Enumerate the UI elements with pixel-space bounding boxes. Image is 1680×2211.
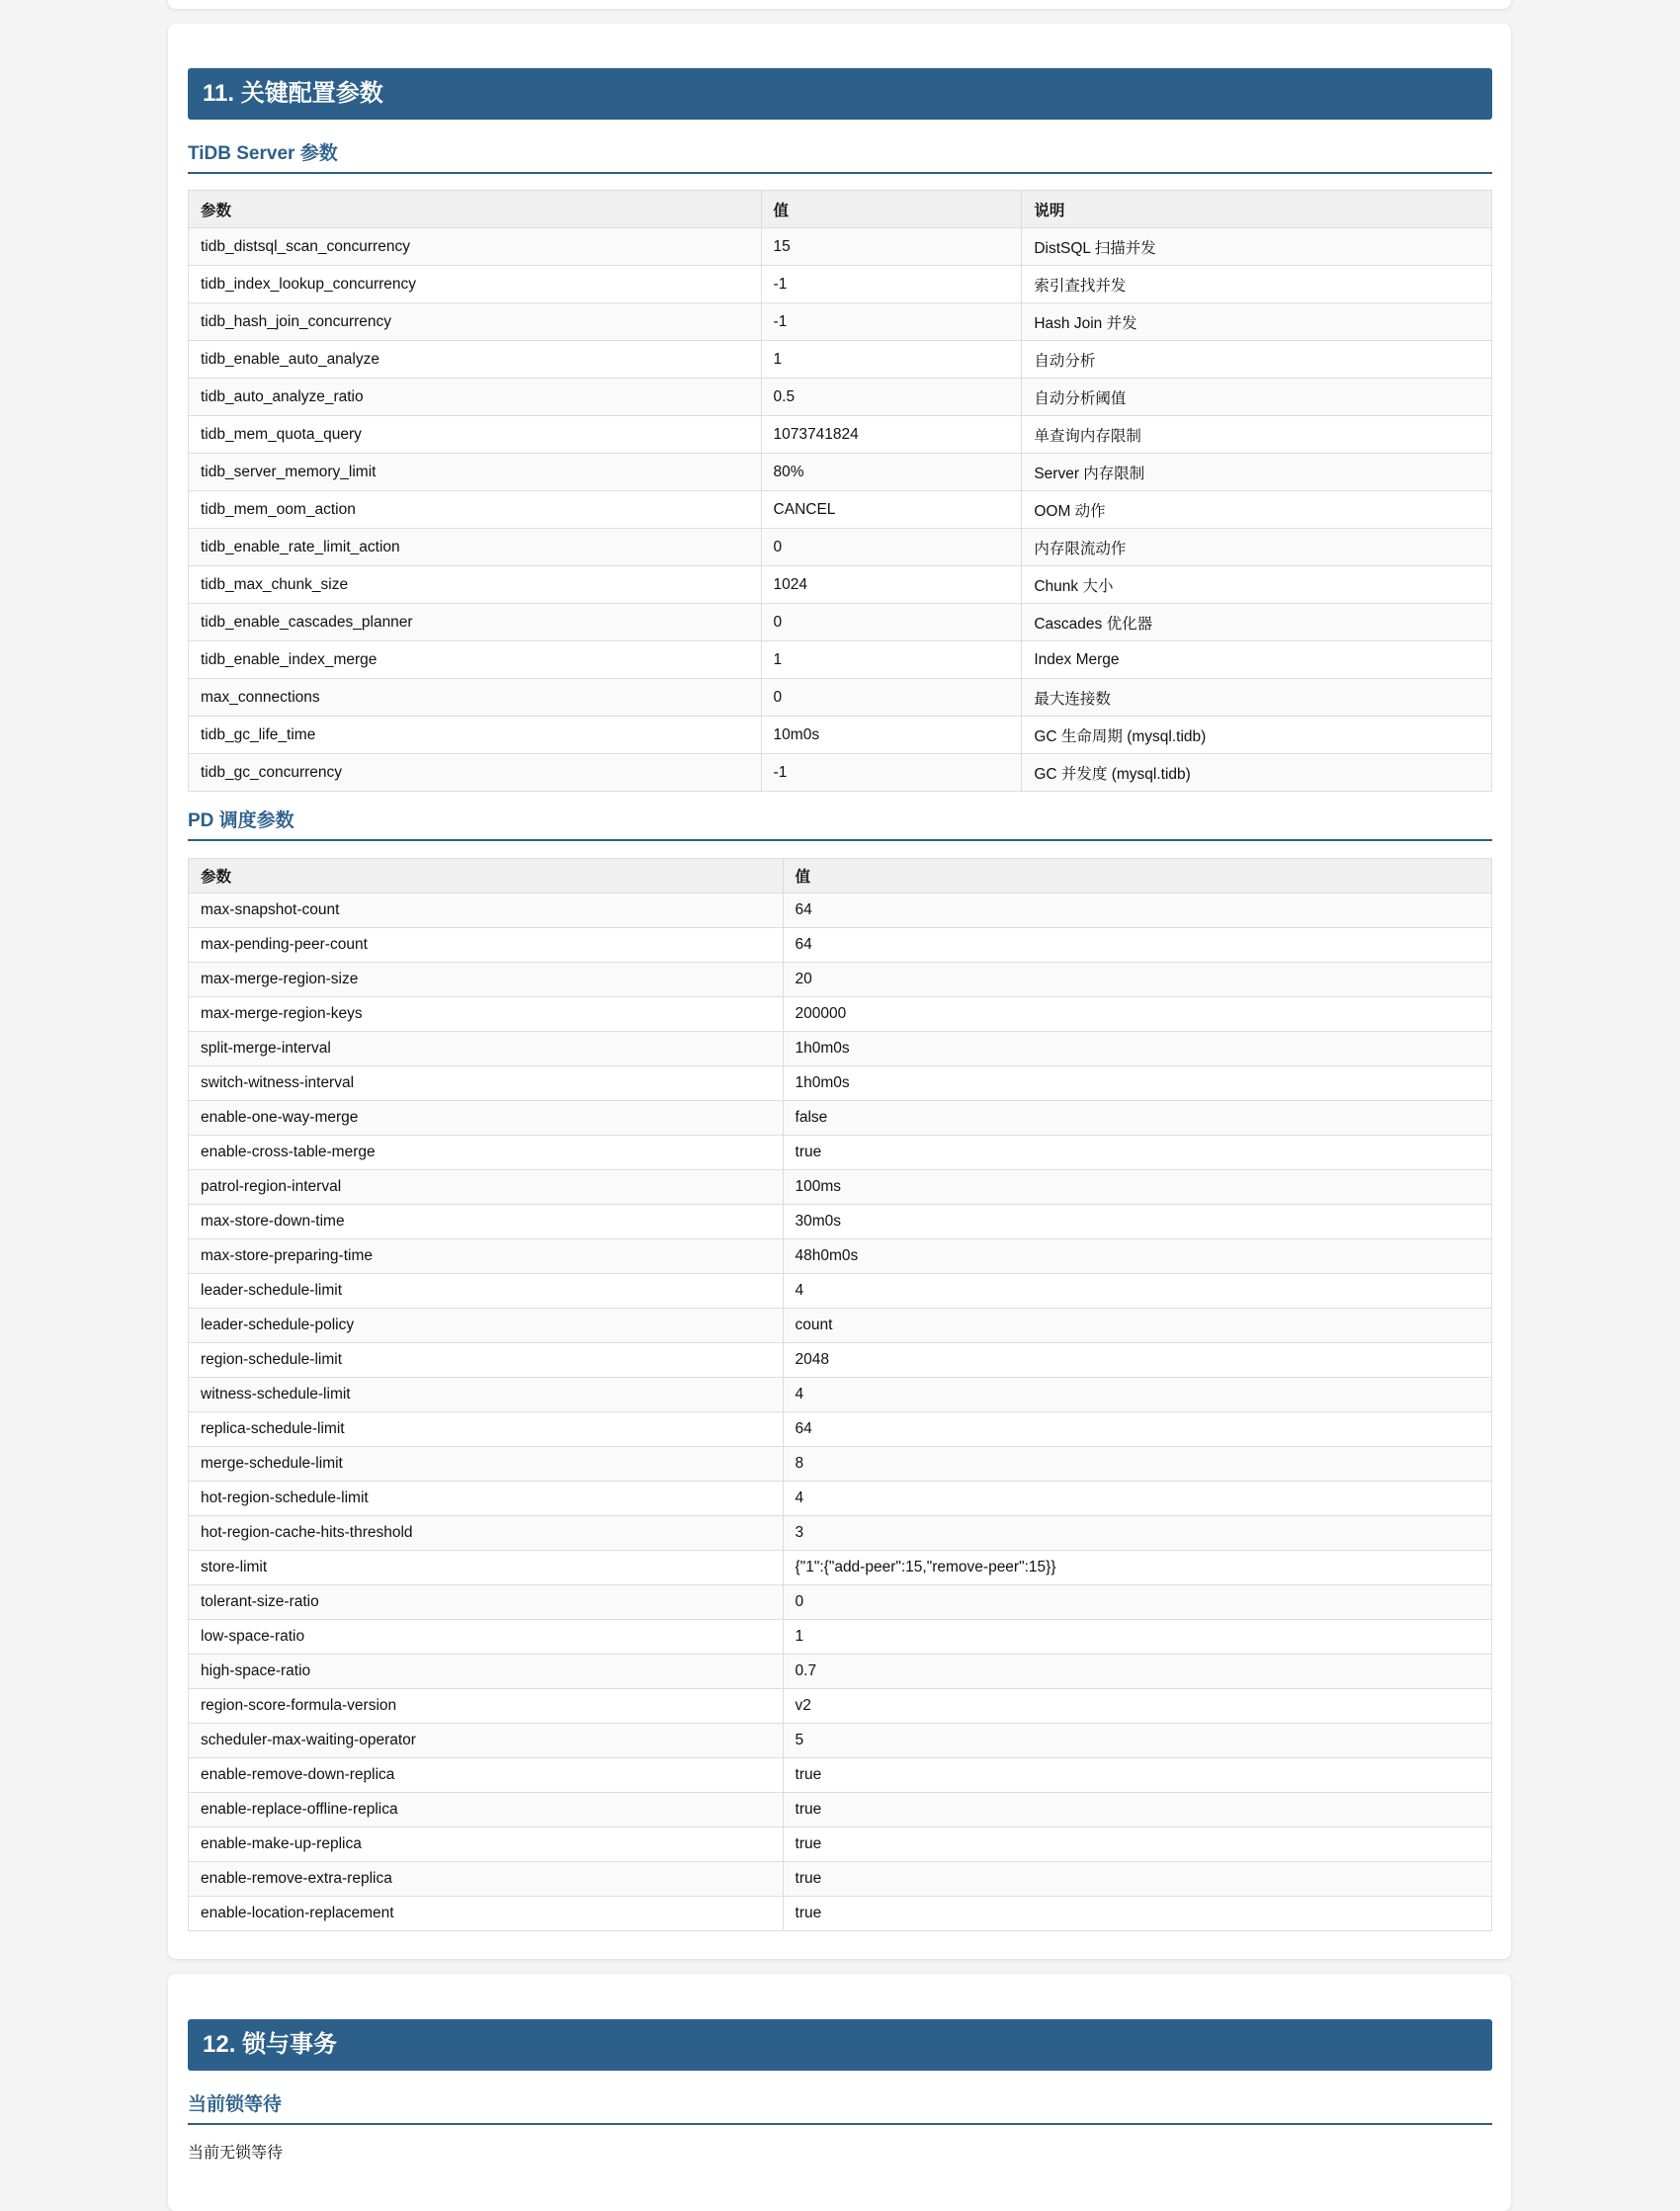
table-row [189,529,1492,566]
param-value-cell: -1 [761,303,1022,341]
param-name-cell: tidb_enable_cascades_planner [189,604,762,641]
param-value-cell: 4 [783,1378,1491,1412]
param-name-cell: replica-schedule-limit [189,1412,784,1447]
param-description-cell: 自动分析阈值 [1022,379,1492,416]
table-row [189,1066,1492,1101]
section-title: 12. 锁与事务 [188,2019,1492,2071]
param-description-cell: GC 生命周期 (mysql.tidb) [1022,717,1492,754]
param-description-cell: 单查询内存限制 [1022,416,1492,454]
param-name-cell: enable-make-up-replica [189,1828,784,1862]
param-name-cell: max_connections [189,679,762,717]
table-row [189,963,1492,997]
param-value-cell: 1h0m0s [783,1032,1491,1066]
table-row [189,454,1492,491]
param-name-cell: region-score-formula-version [189,1689,784,1724]
column-header-param: 参数 [189,191,762,228]
param-value-cell: 20 [783,963,1491,997]
column-header-description: 说明 [1022,191,1492,228]
param-name-cell: tidb_gc_life_time [189,717,762,754]
table-row [189,1274,1492,1309]
param-value-cell: 1h0m0s [783,1066,1491,1101]
param-value-cell: count [783,1309,1491,1343]
table-row [189,1032,1492,1066]
param-name-cell: low-space-ratio [189,1620,784,1655]
pd-params-table [188,858,1492,1931]
param-name-cell: tidb_max_chunk_size [189,566,762,604]
table-row [189,566,1492,604]
param-name-cell: split-merge-interval [189,1032,784,1066]
param-name-cell: tidb_distsql_scan_concurrency [189,228,762,266]
param-value-cell: 15 [761,228,1022,266]
param-description-cell: Hash Join 并发 [1022,303,1492,341]
param-name-cell: max-merge-region-keys [189,997,784,1032]
param-value-cell: 100ms [783,1170,1491,1205]
table-row [189,491,1492,529]
table-row [189,1620,1492,1655]
table-row [189,1862,1492,1897]
param-value-cell: 48h0m0s [783,1239,1491,1274]
param-value-cell: 10m0s [761,717,1022,754]
param-value-cell: 80% [761,454,1022,491]
param-name-cell: scheduler-max-waiting-operator [189,1724,784,1758]
param-name-cell: leader-schedule-limit [189,1274,784,1309]
table-row [189,1343,1492,1378]
param-name-cell: tidb_mem_oom_action [189,491,762,529]
param-value-cell: -1 [761,266,1022,303]
table-row [189,928,1492,963]
section-title: 11. 关键配置参数 [188,68,1492,120]
table-row [189,1516,1492,1551]
tidb-params-table [188,190,1492,792]
param-value-cell: 0 [761,679,1022,717]
table-row [189,717,1492,754]
table-row [189,416,1492,454]
param-name-cell: hot-region-cache-hits-threshold [189,1516,784,1551]
param-name-cell: high-space-ratio [189,1655,784,1689]
table-row [189,341,1492,379]
param-description-cell: OOM 动作 [1022,491,1492,529]
param-name-cell: enable-remove-extra-replica [189,1862,784,1897]
param-name-cell: enable-location-replacement [189,1897,784,1931]
table-row [189,1482,1492,1516]
table-row [189,1205,1492,1239]
param-description-cell: DistSQL 扫描并发 [1022,228,1492,266]
param-value-cell: 0 [761,529,1022,566]
previous-section-card [168,0,1511,9]
param-name-cell: tidb_server_memory_limit [189,454,762,491]
param-name-cell: max-pending-peer-count [189,928,784,963]
param-value-cell: 0 [783,1585,1491,1620]
param-value-cell: 200000 [783,997,1491,1032]
param-name-cell: merge-schedule-limit [189,1447,784,1482]
table-row [189,379,1492,416]
param-value-cell: false [783,1101,1491,1136]
param-name-cell: witness-schedule-limit [189,1378,784,1412]
param-value-cell: 1 [783,1620,1491,1655]
table-row [189,1378,1492,1412]
param-name-cell: tidb_enable_auto_analyze [189,341,762,379]
param-value-cell: 64 [783,893,1491,928]
param-description-cell: Cascades 优化器 [1022,604,1492,641]
param-value-cell: 1024 [761,566,1022,604]
param-name-cell: max-snapshot-count [189,893,784,928]
param-value-cell: 2048 [783,1343,1491,1378]
table-row [189,641,1492,679]
section-key-config [168,24,1511,1959]
param-value-cell: 64 [783,1412,1491,1447]
param-value-cell: 4 [783,1274,1491,1309]
table-row [189,1309,1492,1343]
lock-wait-status: 当前无锁等待 [188,2145,284,2162]
table-row [189,1412,1492,1447]
param-value-cell: 5 [783,1724,1491,1758]
param-value-cell: 64 [783,928,1491,963]
param-name-cell: max-merge-region-size [189,963,784,997]
param-value-cell: 0.7 [783,1655,1491,1689]
table-row [189,228,1492,266]
param-value-cell: 1 [761,341,1022,379]
param-name-cell: leader-schedule-policy [189,1309,784,1343]
column-header-param: 参数 [189,859,784,893]
table-row [189,1447,1492,1482]
param-name-cell: tidb_enable_rate_limit_action [189,529,762,566]
param-value-cell: true [783,1897,1491,1931]
table-row [189,1689,1492,1724]
param-name-cell: enable-one-way-merge [189,1101,784,1136]
table-row [189,604,1492,641]
lock-wait-title: 当前锁等待 [188,2089,1492,2125]
param-description-cell: 最大连接数 [1022,679,1492,717]
param-description-cell: Index Merge [1022,641,1492,679]
param-name-cell: store-limit [189,1551,784,1585]
param-value-cell: true [783,1758,1491,1793]
column-header-value: 值 [761,191,1022,228]
param-value-cell: true [783,1828,1491,1862]
param-name-cell: tidb_index_lookup_concurrency [189,266,762,303]
param-description-cell: 索引查找并发 [1022,266,1492,303]
param-value-cell: true [783,1793,1491,1828]
param-value-cell: v2 [783,1689,1491,1724]
table-row [189,1170,1492,1205]
table-row [189,997,1492,1032]
param-name-cell: tidb_auto_analyze_ratio [189,379,762,416]
table-row [189,1551,1492,1585]
table-row [189,1239,1492,1274]
param-value-cell: true [783,1862,1491,1897]
table-row [189,1585,1492,1620]
param-description-cell: GC 并发度 (mysql.tidb) [1022,754,1492,792]
table-row [189,266,1492,303]
param-description-cell: Server 内存限制 [1022,454,1492,491]
param-name-cell: max-store-preparing-time [189,1239,784,1274]
param-value-cell: {"1":{"add-peer":15,"remove-peer":15}} [783,1551,1491,1585]
column-header-value: 值 [783,859,1491,893]
param-value-cell: 0 [761,604,1022,641]
table-header-row [189,859,1492,893]
section-locks-transactions [168,1974,1511,2211]
param-value-cell: 4 [783,1482,1491,1516]
table-header-row [189,191,1492,228]
param-name-cell: enable-remove-down-replica [189,1758,784,1793]
param-value-cell: 1 [761,641,1022,679]
table-row [189,1655,1492,1689]
param-name-cell: tidb_enable_index_merge [189,641,762,679]
param-description-cell: Chunk 大小 [1022,566,1492,604]
table-row [189,1828,1492,1862]
param-value-cell: 1073741824 [761,416,1022,454]
table-row [189,1724,1492,1758]
param-name-cell: tidb_hash_join_concurrency [189,303,762,341]
param-value-cell: 3 [783,1516,1491,1551]
table-row [189,1897,1492,1931]
table-row [189,1758,1492,1793]
param-name-cell: tolerant-size-ratio [189,1585,784,1620]
param-name-cell: max-store-down-time [189,1205,784,1239]
param-name-cell: switch-witness-interval [189,1066,784,1101]
param-name-cell: enable-replace-offline-replica [189,1793,784,1828]
param-name-cell: enable-cross-table-merge [189,1136,784,1170]
param-description-cell: 内存限流动作 [1022,529,1492,566]
param-value-cell: 0.5 [761,379,1022,416]
param-value-cell: -1 [761,754,1022,792]
table-row [189,1101,1492,1136]
param-name-cell: hot-region-schedule-limit [189,1482,784,1516]
table-row [189,303,1492,341]
table-row [189,1793,1492,1828]
table-row [189,1136,1492,1170]
tidb-params-title: TiDB Server 参数 [188,138,1492,174]
param-value-cell: 30m0s [783,1205,1491,1239]
param-name-cell: patrol-region-interval [189,1170,784,1205]
table-row [189,679,1492,717]
param-description-cell: 自动分析 [1022,341,1492,379]
pd-params-title: PD 调度参数 [188,806,1492,841]
param-name-cell: region-schedule-limit [189,1343,784,1378]
param-value-cell: 8 [783,1447,1491,1482]
table-row [189,893,1492,928]
param-value-cell: true [783,1136,1491,1170]
param-name-cell: tidb_mem_quota_query [189,416,762,454]
param-name-cell: tidb_gc_concurrency [189,754,762,792]
table-row [189,754,1492,792]
param-value-cell: CANCEL [761,491,1022,529]
